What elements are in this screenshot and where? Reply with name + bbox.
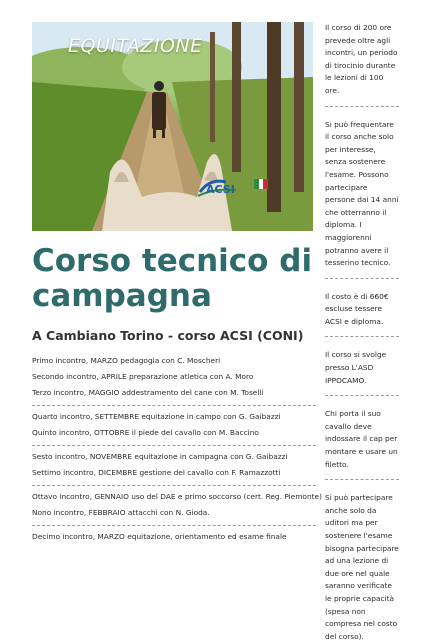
schedule-group [32,406,316,446]
schedule-item: Primo incontro, MARZO pedagogia con C. Moscheri [32,356,221,365]
svg-text:ACSI: ACSI [206,183,235,196]
note-course-hours: Il corso di 200 ore prevede oltre agli incontri, un periodo di tirocinio durante le lezioni di 100 ore. [325,23,398,95]
hero-title: EQUITAZIONE [68,35,203,57]
schedule-item: Nono incontro, FEBBRAIO attacchi con N. Gioda. [32,508,210,517]
acsi-logo [196,174,248,202]
hero-photo [32,22,313,231]
schedule-item: Terzo incontro, MAGGIO addestramento del cane con M. Toselli [32,388,264,397]
sidebar-notes [325,22,399,643]
divider [325,106,399,107]
schedule-item: Settimo incontro, DICEMBRE gestione del cavallo con F. Ramazzotti [32,468,281,477]
schedule-list [32,350,322,549]
divider [325,479,399,480]
schedule-item: Secondo incontro, APRILE preparazione atletica con A. Moro [32,372,254,381]
note-cost: Il costo è di 660€ escluse tessere ACSI e diploma. [325,291,389,326]
schedule-item: Sesto incontro, NOVEMBRE equitazione in campagna con G. Gaibazzi [32,452,288,461]
schedule-item: Quarto incontro, SETTEMBRE equitazione in campo con G. Gaibazzi [32,412,281,421]
schedule-item: Quinto incontro, OTTOBRE il piede del cavallo con M. Baccino [32,428,259,437]
schedule-group [32,350,316,406]
divider [325,395,399,396]
divider [325,278,399,279]
note-equipment: Chi porta il suo cavallo deve indossare il cap per montare e usare un filetto. [325,409,398,469]
note-auditors: Si può partecipare anche solo da uditori ma per sostenere l'esame bisogna partecipare ad una lezione di due ore nel quale saranno verificate le proprie capacità (spesa non compresa nel costo del corso). [325,493,399,641]
page-title: Corso tecnico di campagna [32,243,313,314]
schedule-item: Ottavo incontro, GENNAIO uso del DAE e primo soccorso (cert. Reg. Piemonte) [32,492,322,501]
note-participation: Si può frequentare il corso anche solo per interesse, senza sostenere l'esame. Possono partecipare persone dai 14 anni che otterranno il diploma. I maggiorenni potranno avere il tesserino tecnico. [325,119,399,268]
schedule-group [32,486,322,526]
schedule-item: Decimo incontro, MARZO equitazione, orientamento ed esame finale [32,532,287,541]
divider [325,336,399,337]
coni-flag-icon [254,179,268,189]
note-venue: Il corso si svolge presso L'ASD IPPOCAMO. [325,350,387,385]
schedule-group [32,526,316,549]
schedule-group [32,446,316,486]
course-subtitle: A Cambiano Torino - corso ACSI (CONI) [32,328,304,343]
